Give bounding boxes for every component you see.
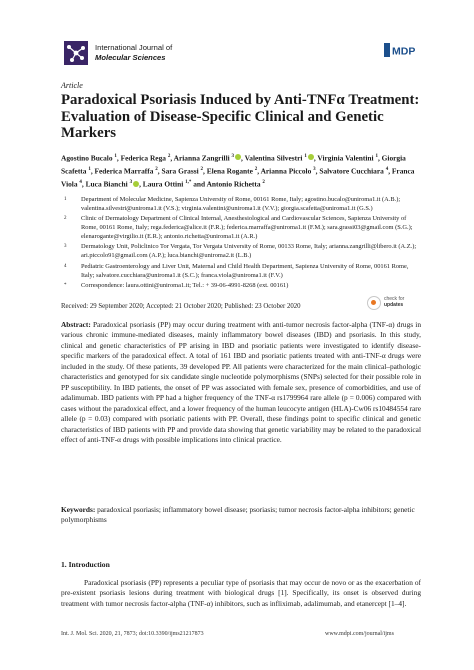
journal-logo-icon <box>64 41 88 65</box>
author-affiliation-mark: 1 <box>375 154 378 159</box>
author-name: Salvatore Cucchiara <box>319 166 384 176</box>
author-name: Federica Rega <box>120 153 166 163</box>
journal-name-line1: International Journal of <box>95 43 173 52</box>
author-affiliation-mark: 3 <box>231 154 235 159</box>
author-name: Laura Ottini <box>142 179 184 189</box>
author-affiliation-mark: 2 <box>254 167 258 173</box>
author-affiliation-mark: 4 <box>79 180 82 186</box>
footer-url[interactable]: www.mdpi.com/journal/ijms <box>325 631 394 637</box>
footer-citation: Int. J. Mol. Sci. 2020, 21, 7873; doi:10.3390/ijms21217873 <box>61 631 204 637</box>
affiliation-text: Pediatric Gastroenterology and Liver Unit, Maternal and Child Health Department, Sapienza University of Rome, 00161 Rome, Italy; salvatore.cucchiara@uniroma1.it (S.C.); franca.viola@uniroma1.it (F.V.) <box>81 262 409 279</box>
author-affiliation-mark: 2 <box>200 167 203 173</box>
author-name: Sara Grassi <box>161 166 199 176</box>
author-name: Federica Marraffa <box>94 166 154 176</box>
publication-dates: Received: 29 September 2020; Accepted: 21 October 2020; Published: 23 October 2020 <box>61 303 301 310</box>
affiliation-item <box>61 262 421 280</box>
author-affiliation-mark: 2 <box>167 154 171 159</box>
keywords-text: paradoxical psoriasis; inflammatory bowel disease; psoriasis; tumor necrosis factor-alpha inhibitors; genetic polymorphisms <box>61 505 415 525</box>
keywords <box>61 505 421 526</box>
affiliation-item <box>61 214 421 241</box>
affiliation-item <box>61 242 421 260</box>
affiliation-text: Dermatology Unit, Policlinico Tor Vergata, Tor Vergata University of Rome, 00133 Rome, Italy; arianna.zangrilli@libero.it (A.Z.); ari.piccolo91@gmail.com (A.P.); luca.bianchi@uniroma2.it (L.B.) <box>81 243 417 260</box>
affiliation-number: 2 <box>64 216 67 222</box>
author-name: Giorgia Scafetta <box>61 153 406 176</box>
author-affiliation-mark: 3 <box>313 167 316 173</box>
author-name: Antonio Richetta <box>206 179 261 189</box>
keywords-label: Keywords: <box>61 505 96 514</box>
affiliation-item <box>61 195 421 213</box>
orcid-icon[interactable] <box>133 181 139 187</box>
abstract-label: Abstract: <box>61 320 91 329</box>
author-affiliation-mark: 1 <box>304 154 307 159</box>
author-name: Franca Viola <box>61 166 415 189</box>
affiliation-text: Department of Molecular Medicine, Sapienza University of Rome, 00161 Rome, Italy; agostino.bucalo@uniroma1.it (A.B.); valentina.silvestri@uniroma1.it (V.S.); virginia.valentini@uniroma1.it (V.V.); giorgia.scafetta@uniroma1.it (G.S.) <box>81 196 401 212</box>
section-heading: 1. Introduction <box>61 560 110 569</box>
orcid-icon[interactable] <box>235 154 241 160</box>
mdpi-logo-icon <box>382 42 416 58</box>
intro-text: Paradoxical psoriasis (PP) represents a peculiar type of psoriasis that may occur de novo or as the exacerbation of pre-existent psoriasis lesions during treatment with biological drugs [1]. Specifically, its onset is observed during treatment with tumor necrosis factor-alpha (TNF-α) inhibitors, such as infliximab, adalimumab, and etanercept [1–4]. <box>61 578 421 608</box>
affiliation-text: Correspondence: laura.ottini@uniroma1.it; Tel.: + 39-06-4991-8268 (ext. 00161) <box>81 281 289 289</box>
abstract-text: Paradoxical psoriasis (PP) may occur during treatment with anti-tumor necrosis factor-alpha (TNF-α) drugs in various chronic immune-mediated diseases, mainly inflammatory bowel diseases (IBD) and psoriasis. In this study, clinical and genetic characteristics of PP arising in IBD and psoriatic patients were investigated to identify disease-specific markers of the paradoxical effect. A total of 161 IBD and psoriatic patients treated with anti-TNF-α drugs were included in the study. Of these patients, 39 developed PP. All patients were characterized for the main clinical–pathologic characteristics and genotyped for six candidate single nucleotide polymorphisms (SNPs) selected for their possible role in PP susceptibility. In IBD patients, the onset of PP was associated with female sex, presence of comorbidities, and use of adalimumab. IBD patients with PP had a higher frequency of the TNF-α rs1799964 rare allele (p = 0.006) compared with cases without the paradoxical effect, and a lower frequency of the human leucocyte antigen (HLA)-Cw06 rs10484554 rare allele (p = 0.03) compared with psoriatic patients with PP. Overall, these findings point to specific clinical and genetic characteristics of IBD patients with PP and provide data showing that genetic variability may be related to the paradoxical effect of anti-TNF-α drugs with possible implications into clinical practice. <box>61 320 421 444</box>
affiliation-list <box>61 195 421 290</box>
author-name: Arianna Piccolo <box>260 166 312 176</box>
author-affiliation-mark: 1 <box>114 154 117 159</box>
author-name: Valentina Silvestri <box>244 153 303 163</box>
author-affiliation-mark: 1,* <box>185 180 192 186</box>
affiliation-text: Clinic of Dermatology Department of Clinical Internal, Anesthesiological and Cardiovascular Sciences, Sapienza University of Rome, 00161 Rome, Italy; rega.federica@alice.it (F.R.); federica.marraffa@uniroma1.it (F.M.); sara.grassi03@gmail.com (S.G.); elenarogante@virgilio.it (E.R.); antonio.richetta@uniroma1.it (A.R.) <box>81 215 413 241</box>
affiliation-number: 4 <box>64 263 67 269</box>
author-name: Elena Rogante <box>206 166 253 176</box>
author-affiliation-mark: 3 <box>129 180 133 186</box>
article-title: Paradoxical Psoriasis Induced by Anti-TNFα Treatment: Evaluation of Disease-Specific Clinical and Genetic Markers <box>61 92 420 142</box>
author-affiliation-mark: 1 <box>88 167 91 173</box>
publisher-name: MDPI <box>392 45 416 58</box>
author-affiliation-mark: 2 <box>262 180 265 186</box>
author-affiliation-mark: 2 <box>155 167 158 173</box>
author-affiliation-mark: 4 <box>385 167 389 173</box>
author-name: Agostino Bucalo <box>61 153 113 163</box>
affiliation-number: 1 <box>64 197 67 202</box>
orcid-icon[interactable] <box>308 154 314 160</box>
author-list: Agostino Bucalo $^1$, Federica Rega $^2$, Arianna Zangrilli $^3$ , Valentina Silvestri $^1$ , Virginia Valentini $^1$, Giorgia Scafetta $^1$, Federica Marraffa $^2$, Sara Grassi $^2$, Elena Rogante $^2$, Arianna Piccolo $^3$, Salvatore Cucchiara $^4$, Franca Viola $^4$, Luca Bianchi $^3$ , Laura Ottini $^{1,*}$ and Antonio Richetta $^2$ <box>61 153 415 189</box>
article-type: Article <box>61 81 83 90</box>
affiliation-number: 3 <box>64 244 67 250</box>
affiliation-number: * <box>64 282 67 288</box>
affiliation-item <box>61 281 421 290</box>
check-for-updates-badge[interactable] <box>367 294 407 316</box>
author-name: Virginia Valentini <box>317 153 374 163</box>
badge-line2: updates <box>384 302 404 308</box>
author-name: Luca Bianchi <box>85 179 128 189</box>
badge-line1: check for <box>384 296 405 302</box>
journal-name-line2: Molecular Sciences <box>95 53 166 62</box>
update-check-icon <box>367 296 381 310</box>
intro-paragraph <box>61 578 421 609</box>
journal-name <box>95 43 172 63</box>
abstract <box>61 320 421 445</box>
author-name: Arianna Zangrilli <box>173 153 230 163</box>
